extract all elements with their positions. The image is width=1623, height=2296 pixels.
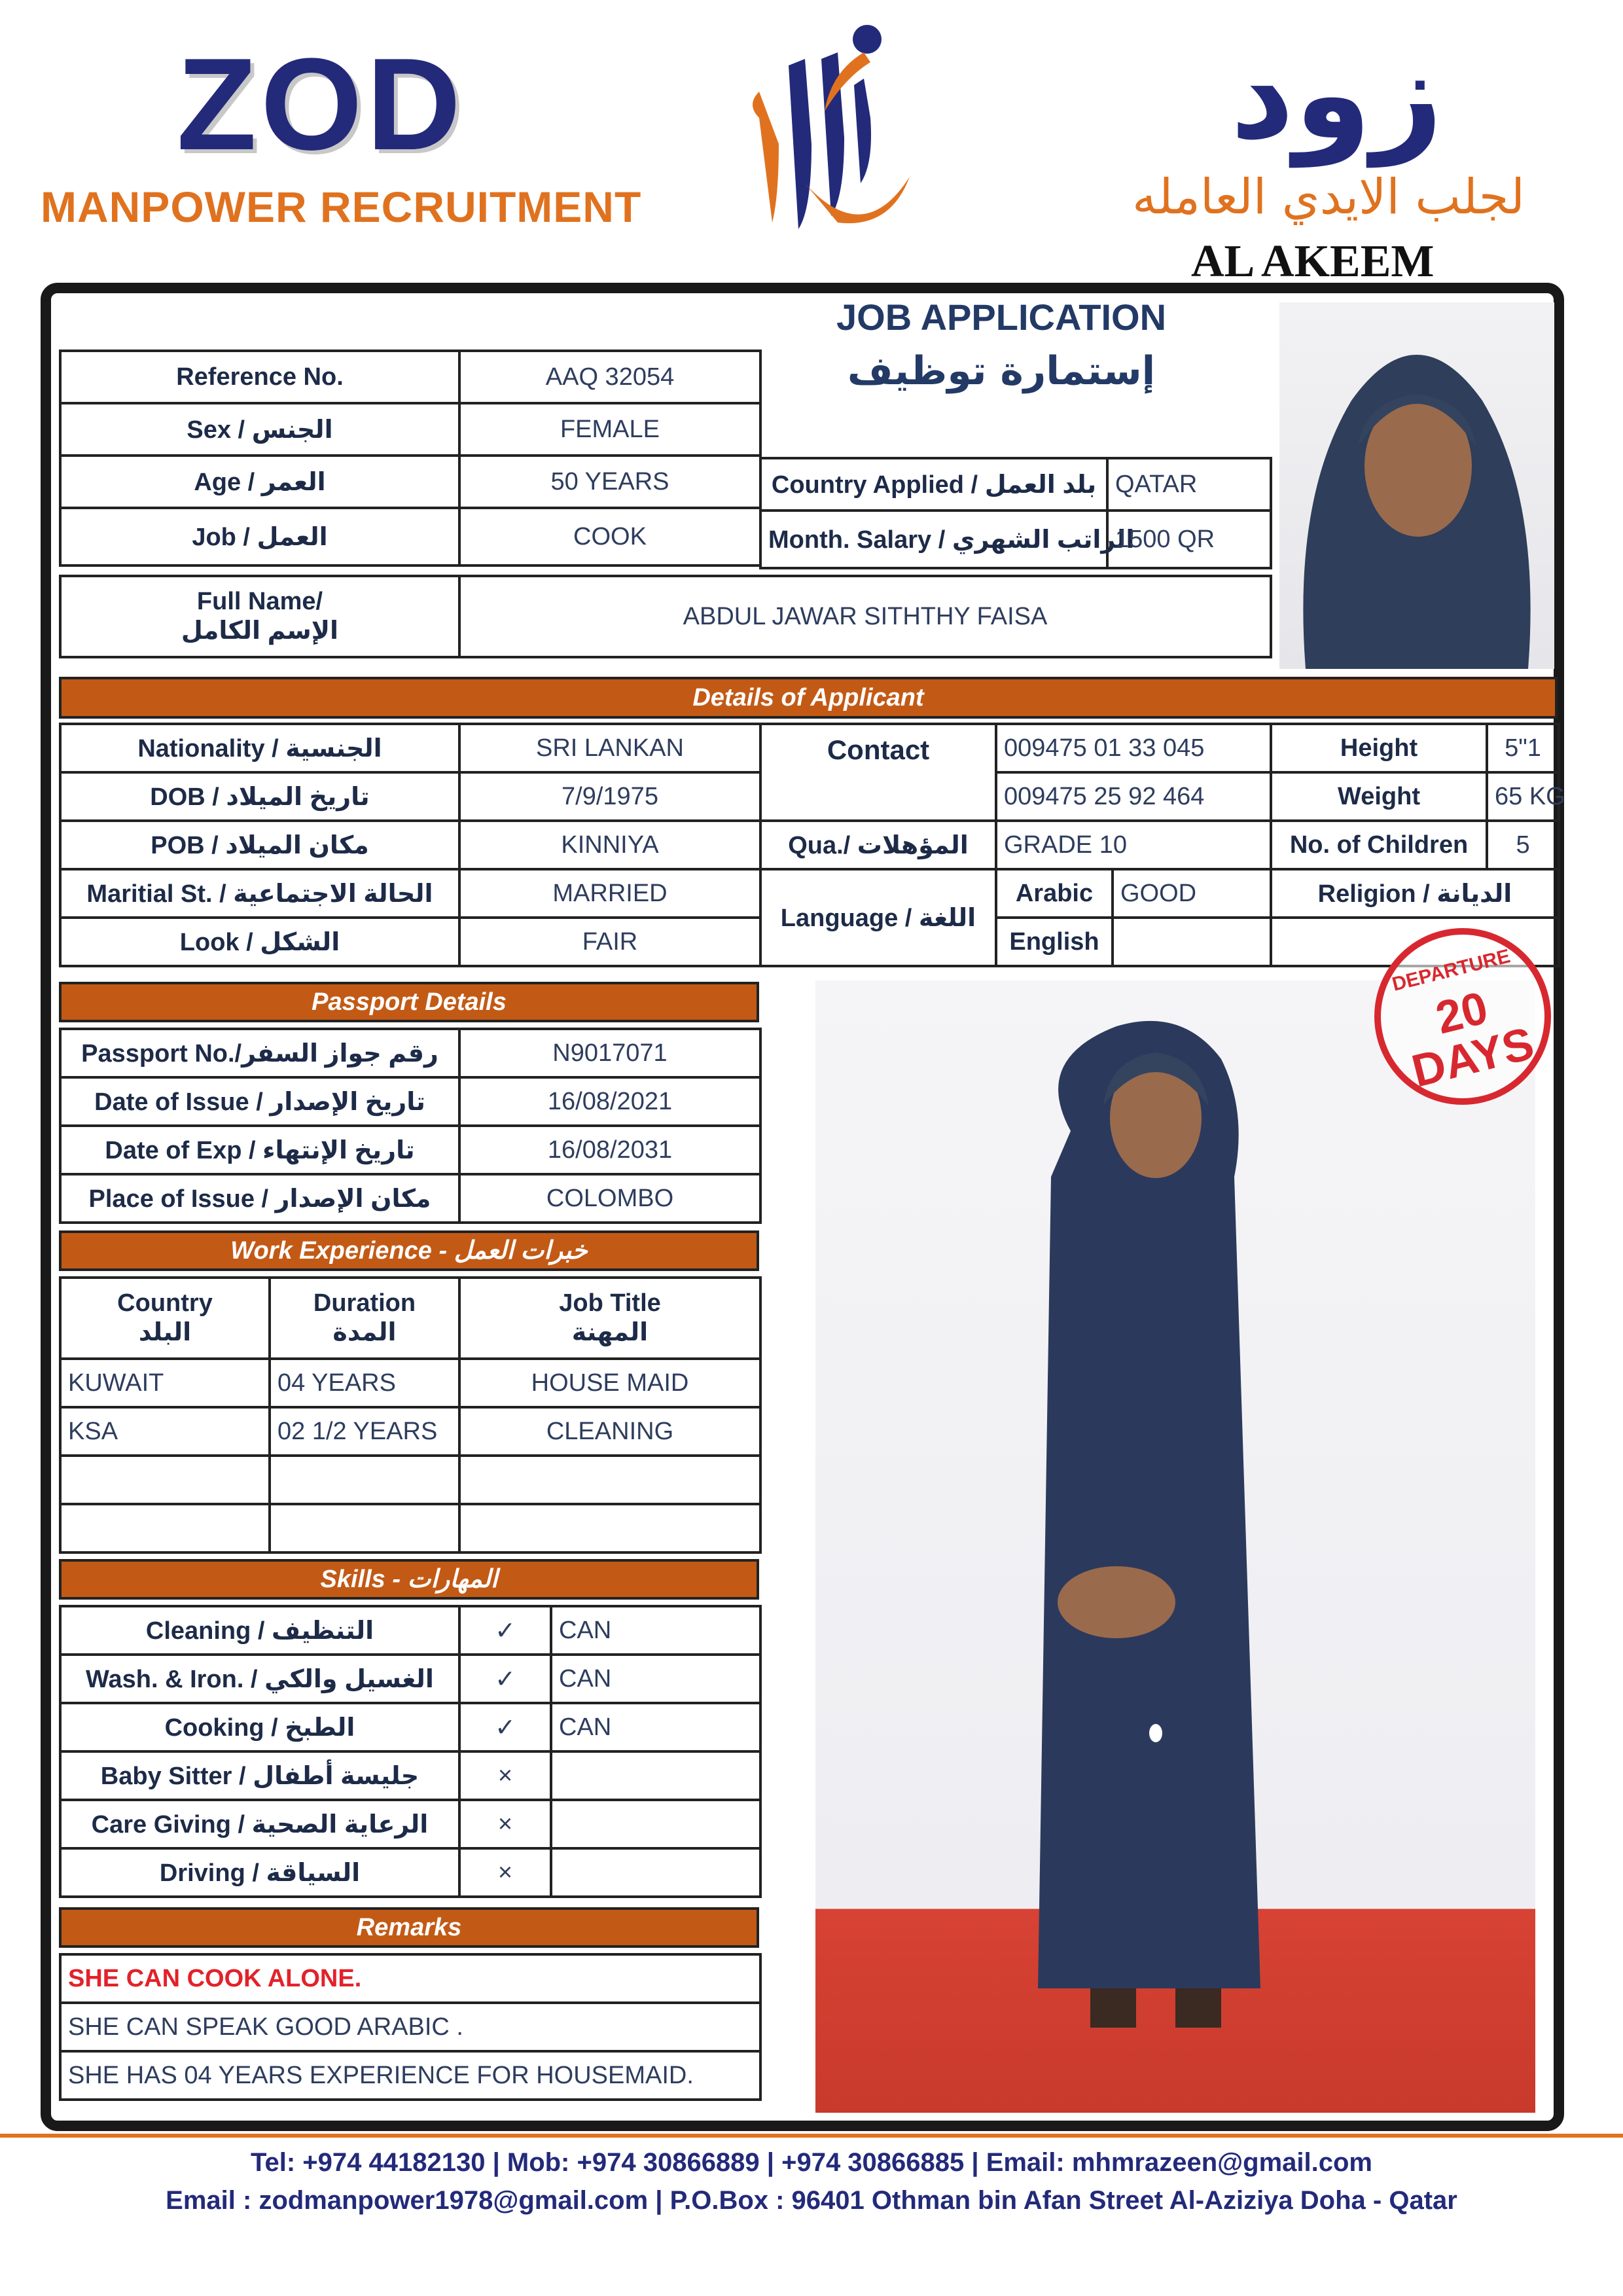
footer-divider — [0, 2134, 1623, 2138]
work-country — [60, 1456, 270, 1504]
table-row — [60, 1800, 760, 1848]
english-label: English — [996, 918, 1113, 966]
issue-date-label: Date of Issue / تاريخ الإصدار — [60, 1077, 459, 1126]
skill-label: Wash. & Iron. / الغسيل والكي — [60, 1655, 459, 1703]
table-row — [60, 1407, 760, 1456]
page-title-arabic: إستمارة توظيف — [847, 348, 1156, 394]
work-job: CLEANING — [459, 1407, 760, 1456]
portrait-figure-icon — [1279, 302, 1554, 669]
passport-no-label: Passport No./رقم جواز السفر — [60, 1029, 459, 1077]
pob-value: KINNIYA — [459, 821, 760, 869]
skill-label: Baby Sitter / جليسة أطفال — [60, 1751, 459, 1800]
standing-figure-icon — [815, 980, 1535, 2113]
contact-label: Contact — [760, 724, 996, 821]
skill-status — [551, 1800, 760, 1848]
remark-line: SHE CAN COOK ALONE. — [60, 1954, 760, 2003]
footer-contact-line: Tel: +974 44182130 | Mob: +974 30866889 | +974 30866885 | Email: mhmrazeen@gmail.com — [251, 2148, 1372, 2177]
work-job — [459, 1456, 760, 1504]
work-section-header: Work Experience - خبرات العمل — [59, 1230, 759, 1271]
check-icon: ✓ — [459, 1606, 551, 1655]
work-duration: 02 1/2 YEARS — [270, 1407, 459, 1456]
passport-section-header: Passport Details — [59, 982, 759, 1022]
passport-no-value: N9017071 — [459, 1029, 760, 1077]
marital-label: Maritial St. / الحالة الاجتماعية — [60, 869, 459, 918]
work-job: HOUSE MAID — [459, 1359, 760, 1407]
job-value: COOK — [459, 508, 760, 565]
work-country: KUWAIT — [60, 1359, 270, 1407]
table-row — [60, 1655, 760, 1703]
arabic-label: Arabic — [996, 869, 1113, 918]
issue-date-value: 16/08/2021 — [459, 1077, 760, 1126]
children-value: 5 — [1487, 821, 1559, 869]
skill-status: CAN — [551, 1703, 760, 1751]
salary-value: 1500 QR — [1107, 511, 1271, 568]
qualification-value: GRADE 10 — [996, 821, 1271, 869]
dob-label: DOB / تاريخ الميلاد — [60, 772, 459, 821]
weight-label: Weight — [1271, 772, 1487, 821]
english-level — [1113, 918, 1271, 966]
skills-section-header: Skills - المهارات — [59, 1559, 759, 1600]
cross-icon: × — [459, 1800, 551, 1848]
dob-value: 7/9/1975 — [459, 772, 760, 821]
nationality-label: Nationality / الجنسية — [60, 724, 459, 772]
skill-label: Care Giving / الرعاية الصحية — [60, 1800, 459, 1848]
full-name-table — [59, 575, 1272, 658]
work-duration: 04 YEARS — [270, 1359, 459, 1407]
reference-value: AAQ 32054 — [459, 351, 760, 403]
pob-label: POB / مكان الميلاد — [60, 821, 459, 869]
work-col-duration: Duration المدة — [270, 1278, 459, 1359]
work-job — [459, 1504, 760, 1552]
exp-date-value: 16/08/2031 — [459, 1126, 760, 1174]
age-value: 50 YEARS — [459, 456, 760, 508]
arabic-brand-logo-text: زود — [1230, 22, 1443, 167]
country-label: Country Applied / بلد العمل — [760, 458, 1107, 511]
sex-value: FEMALE — [459, 403, 760, 456]
brand-logo-text: ZOD — [177, 31, 465, 177]
work-duration — [270, 1456, 459, 1504]
age-label: Age / العمر — [60, 456, 459, 508]
subsidiary-name: AL AKEEM — [1191, 236, 1435, 287]
table-row — [60, 1703, 760, 1751]
salary-label: Month. Salary / الراتب الشهري — [760, 511, 1107, 568]
work-experience-table — [59, 1276, 762, 1554]
full-name-value: ABDUL JAWAR SITHTHY FAISA — [459, 576, 1271, 657]
footer-address-line: Email : zodmanpower1978@gmail.com | P.O.Box : 96401 Othman bin Afan Street Al-Aziziya Doha - Qatar — [166, 2186, 1457, 2215]
arabic-level: GOOD — [1113, 869, 1271, 918]
arabic-tagline: لجلب الايدي العامله — [1132, 169, 1525, 225]
company-emblem-icon — [733, 13, 929, 255]
country-value: QATAR — [1107, 458, 1271, 511]
skill-label: Driving / السياقة — [60, 1848, 459, 1897]
cross-icon: × — [459, 1751, 551, 1800]
work-col-job: Job Title المهنة — [459, 1278, 760, 1359]
look-label: Look / الشكل — [60, 918, 459, 966]
skill-status: CAN — [551, 1655, 760, 1703]
issue-place-value: COLOMBO — [459, 1174, 760, 1223]
applicant-full-body-photo — [815, 980, 1535, 2113]
full-name-label: Full Name/ الإسم الكامل — [60, 576, 459, 657]
applicant-portrait-photo — [1279, 302, 1554, 669]
weight-value: 65 KG — [1487, 772, 1559, 821]
table-row — [60, 1359, 760, 1407]
skill-status — [551, 1751, 760, 1800]
stamp-top-text: DEPARTURE — [1389, 945, 1512, 996]
brand-tagline: MANPOWER RECRUITMENT — [41, 183, 642, 231]
height-label: Height — [1271, 724, 1487, 772]
children-label: No. of Children — [1271, 821, 1487, 869]
page-title: JOB APPLICATION — [836, 296, 1167, 338]
issue-place-label: Place of Issue / مكان الإصدار — [60, 1174, 459, 1223]
passport-table — [59, 1028, 762, 1224]
work-duration — [270, 1504, 459, 1552]
work-col-country: Country البلد — [60, 1278, 270, 1359]
sex-label: Sex / الجنس — [60, 403, 459, 456]
basic-info-table — [59, 350, 762, 567]
cross-icon: × — [459, 1848, 551, 1897]
country-salary-table — [759, 457, 1272, 569]
work-country: KSA — [60, 1407, 270, 1456]
table-row — [60, 1751, 760, 1800]
table-row — [60, 1456, 760, 1504]
remarks-table — [59, 1953, 762, 2101]
qualification-label: Qua./ المؤهلات — [760, 821, 996, 869]
language-label: Language / اللغة — [760, 869, 996, 966]
remark-line: SHE CAN SPEAK GOOD ARABIC . — [60, 2003, 760, 2051]
skills-table — [59, 1605, 762, 1898]
skill-label: Cooking / الطبخ — [60, 1703, 459, 1751]
table-row — [60, 1606, 760, 1655]
skill-status: CAN — [551, 1606, 760, 1655]
check-icon: ✓ — [459, 1655, 551, 1703]
details-section-header: Details of Applicant — [59, 677, 1558, 719]
contact-value-1: 009475 01 33 045 — [996, 724, 1271, 772]
exp-date-label: Date of Exp / تاريخ الإنتهاء — [60, 1126, 459, 1174]
nationality-value: SRI LANKAN — [459, 724, 760, 772]
skill-label: Cleaning / التنظيف — [60, 1606, 459, 1655]
details-table — [59, 723, 1565, 967]
table-row — [60, 1504, 760, 1552]
contact-value-2: 009475 25 92 464 — [996, 772, 1271, 821]
table-row — [60, 1848, 760, 1897]
reference-label: Reference No. — [60, 351, 459, 403]
remarks-section-header: Remarks — [59, 1907, 759, 1948]
job-label: Job / العمل — [60, 508, 459, 565]
remark-line: SHE HAS 04 YEARS EXPERIENCE FOR HOUSEMAID. — [60, 2051, 760, 2100]
height-value: 5"1 — [1487, 724, 1559, 772]
work-country — [60, 1504, 270, 1552]
check-icon: ✓ — [459, 1703, 551, 1751]
marital-value: MARRIED — [459, 869, 760, 918]
religion-label: Religion / الديانة — [1271, 869, 1559, 918]
look-value: FAIR — [459, 918, 760, 966]
stamp-main-text: 20 DAYS — [1406, 981, 1539, 1097]
skill-status — [551, 1848, 760, 1897]
